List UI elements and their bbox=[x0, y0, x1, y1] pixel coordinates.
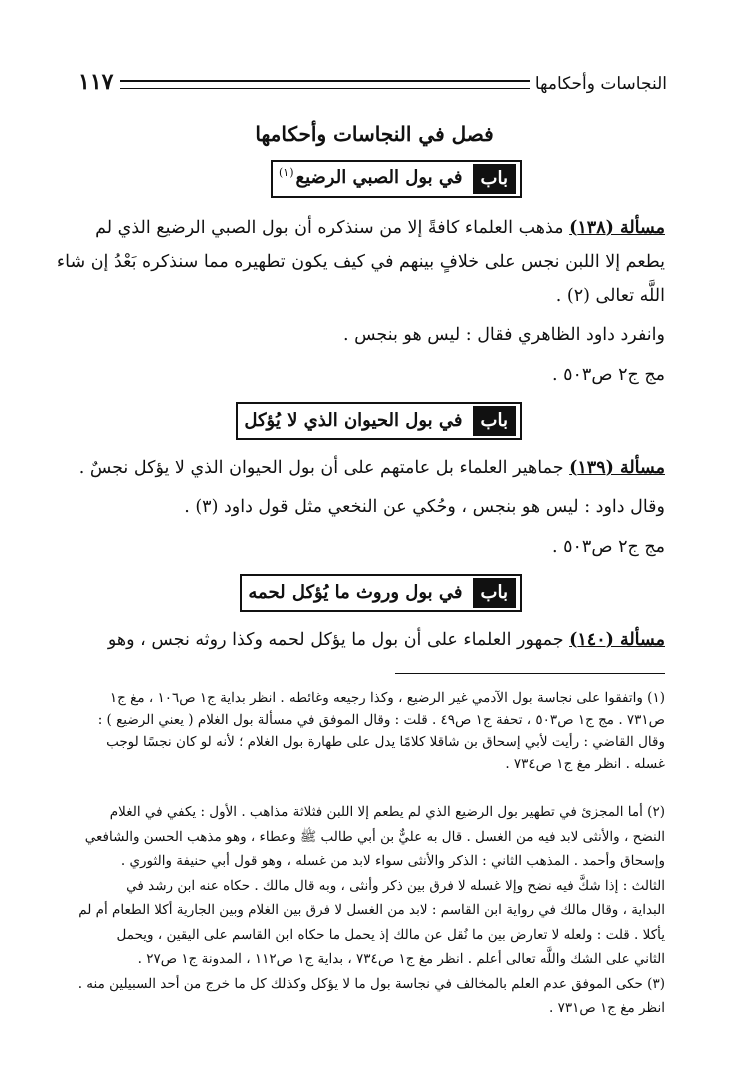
footnote-line: وإسحاق وأحمد . المذهب الثاني : الذكر والأنثى سواء لابد من غسله ، وهو قول أبي حنيفة والثوري . bbox=[120, 853, 665, 869]
bab-heading-1 bbox=[271, 160, 522, 198]
footnote-line: النضح ، والأنثى لابد فيه من الغسل . قال به عليٌّ بن أبي طالب ﷺ وعطاء ، وهو مذهب الحسن والشافعي bbox=[84, 829, 665, 845]
masala-number: مسألة (١٣٩) bbox=[569, 458, 665, 478]
footnote-line: انظر مغ ج١ ص٧٣١ . bbox=[549, 1000, 665, 1016]
text-line: وانفرد داود الظاهري فقال : ليس هو بنجس . bbox=[342, 325, 665, 345]
footnote-line: (١) واتفقوا على نجاسة بول الآدمي غير الرضيع ، وكذا رجيعه وغائطه . انظر بداية ج١ ص١٠٦ ، مغ ج١ bbox=[109, 690, 665, 706]
footnote-line: غسله . انظر مغ ج١ ص٧٣٤ . bbox=[505, 756, 665, 772]
footnote-line: يأكلا . قلت : ولعله لا تعارض بين ما نُقل عن مالك إذ يحمل ما حكاه ابن القاسم على اليقين ، ويحمل bbox=[116, 927, 665, 943]
text-line: مج ج٢ ص٥٠٣ . bbox=[551, 537, 665, 557]
text-line: مسألة (١٣٩) جماهير العلماء بل عامتهم على أن بول الحيوان الذي لا يؤكل نجسٌ . bbox=[78, 458, 665, 478]
footnote-line: البداية ، وقال مالك في رواية ابن القاسم : لابد من الغسل لا فرق بين الغلام وبين الجارية أكلا الطعام أم لم bbox=[78, 902, 665, 918]
header-rule bbox=[120, 80, 530, 89]
footnote-line: الثالث : إذا شكَّ فيه نضح وإلا غسله لا فرق بين ذكر وأنثى ، وبه قال مالك . حكاه عنه ابن رشد في bbox=[126, 878, 665, 894]
bab-heading-2 bbox=[236, 402, 522, 440]
bab-label: باب bbox=[473, 164, 516, 194]
bab-title: في بول وروث ما يُؤكل لحمه bbox=[248, 582, 463, 603]
footnote-line: وقال القاضي : رأيت لأبي إسحاق بن شاقلا كلامًا يدل على طهارة بول الغلام ؛ لأنه لو كان نجسًا لوجب bbox=[106, 734, 665, 750]
text-line: مسألة (١٣٨) مذهب العلماء كافةً إلا من سنذكره أن بول الصبي الرضيع الذي لم bbox=[95, 218, 665, 238]
footnote-line: (٣) حكى الموفق عدم العلم بالمخالف في نجاسة بول ما لا يؤكل وكذلك كل ما خرج من أحد السبيلين منه . bbox=[77, 976, 665, 992]
bab-title: في بول الحيوان الذي لا يُؤكل bbox=[244, 410, 463, 431]
footnote-line: (٢) أما المجزئ في تطهير بول الرضيع الذي لم يطعم إلا اللبن فثلاثة مذاهب . الأول : يكفي في الغلام bbox=[109, 804, 665, 820]
footnote-marker: (١) bbox=[278, 166, 294, 179]
bab-heading-3 bbox=[240, 574, 522, 612]
masala-number: مسألة (١٤٠) bbox=[569, 630, 665, 650]
footnote-line: الثاني على الشك واللَّه تعالى أعلم . انظر مغ ج١ ص٧٣٤ ، بداية ج١ ص١١٢ ، المدونة ج١ ص٢٧ . bbox=[137, 951, 665, 967]
footnote-separator bbox=[395, 673, 665, 674]
chapter-title: فصل في النجاسات وأحكامها bbox=[255, 122, 494, 146]
bab-label: باب bbox=[473, 578, 516, 608]
page-number: ١١٧ bbox=[78, 69, 114, 95]
masala-number: مسألة (١٣٨) bbox=[569, 218, 665, 238]
bab-label: باب bbox=[473, 406, 516, 436]
running-title: النجاسات وأحكامها bbox=[534, 74, 667, 94]
text-line: مج ج٢ ص٥٠٣ . bbox=[551, 365, 665, 385]
text-line: اللَّه تعالى (٢) . bbox=[555, 286, 665, 306]
text-line: يطعم إلا اللبن نجس على خلافٍ بينهم في كيف يكون تطهيره مما سنذكره بَعْدُ إن شاء bbox=[56, 252, 665, 272]
text-line: مسألة (١٤٠) جمهور العلماء على أن بول ما يؤكل لحمه وكذا روثه نجس ، وهو bbox=[107, 630, 665, 650]
bab-title: في بول الصبي الرضيع$^{(١)}$ bbox=[278, 166, 463, 188]
footnote-line: ص٧٣١ . مج ج١ ص٥٠٣ ، تحفة ج١ ص٤٩ . قلت : وقال الموفق في مسألة بول الغلام ( يعني الرضيع ) : bbox=[97, 712, 665, 728]
text-line: وقال داود : ليس هو بنجس ، وحُكي عن النخعي مثل قول داود (٣) . bbox=[184, 497, 665, 517]
